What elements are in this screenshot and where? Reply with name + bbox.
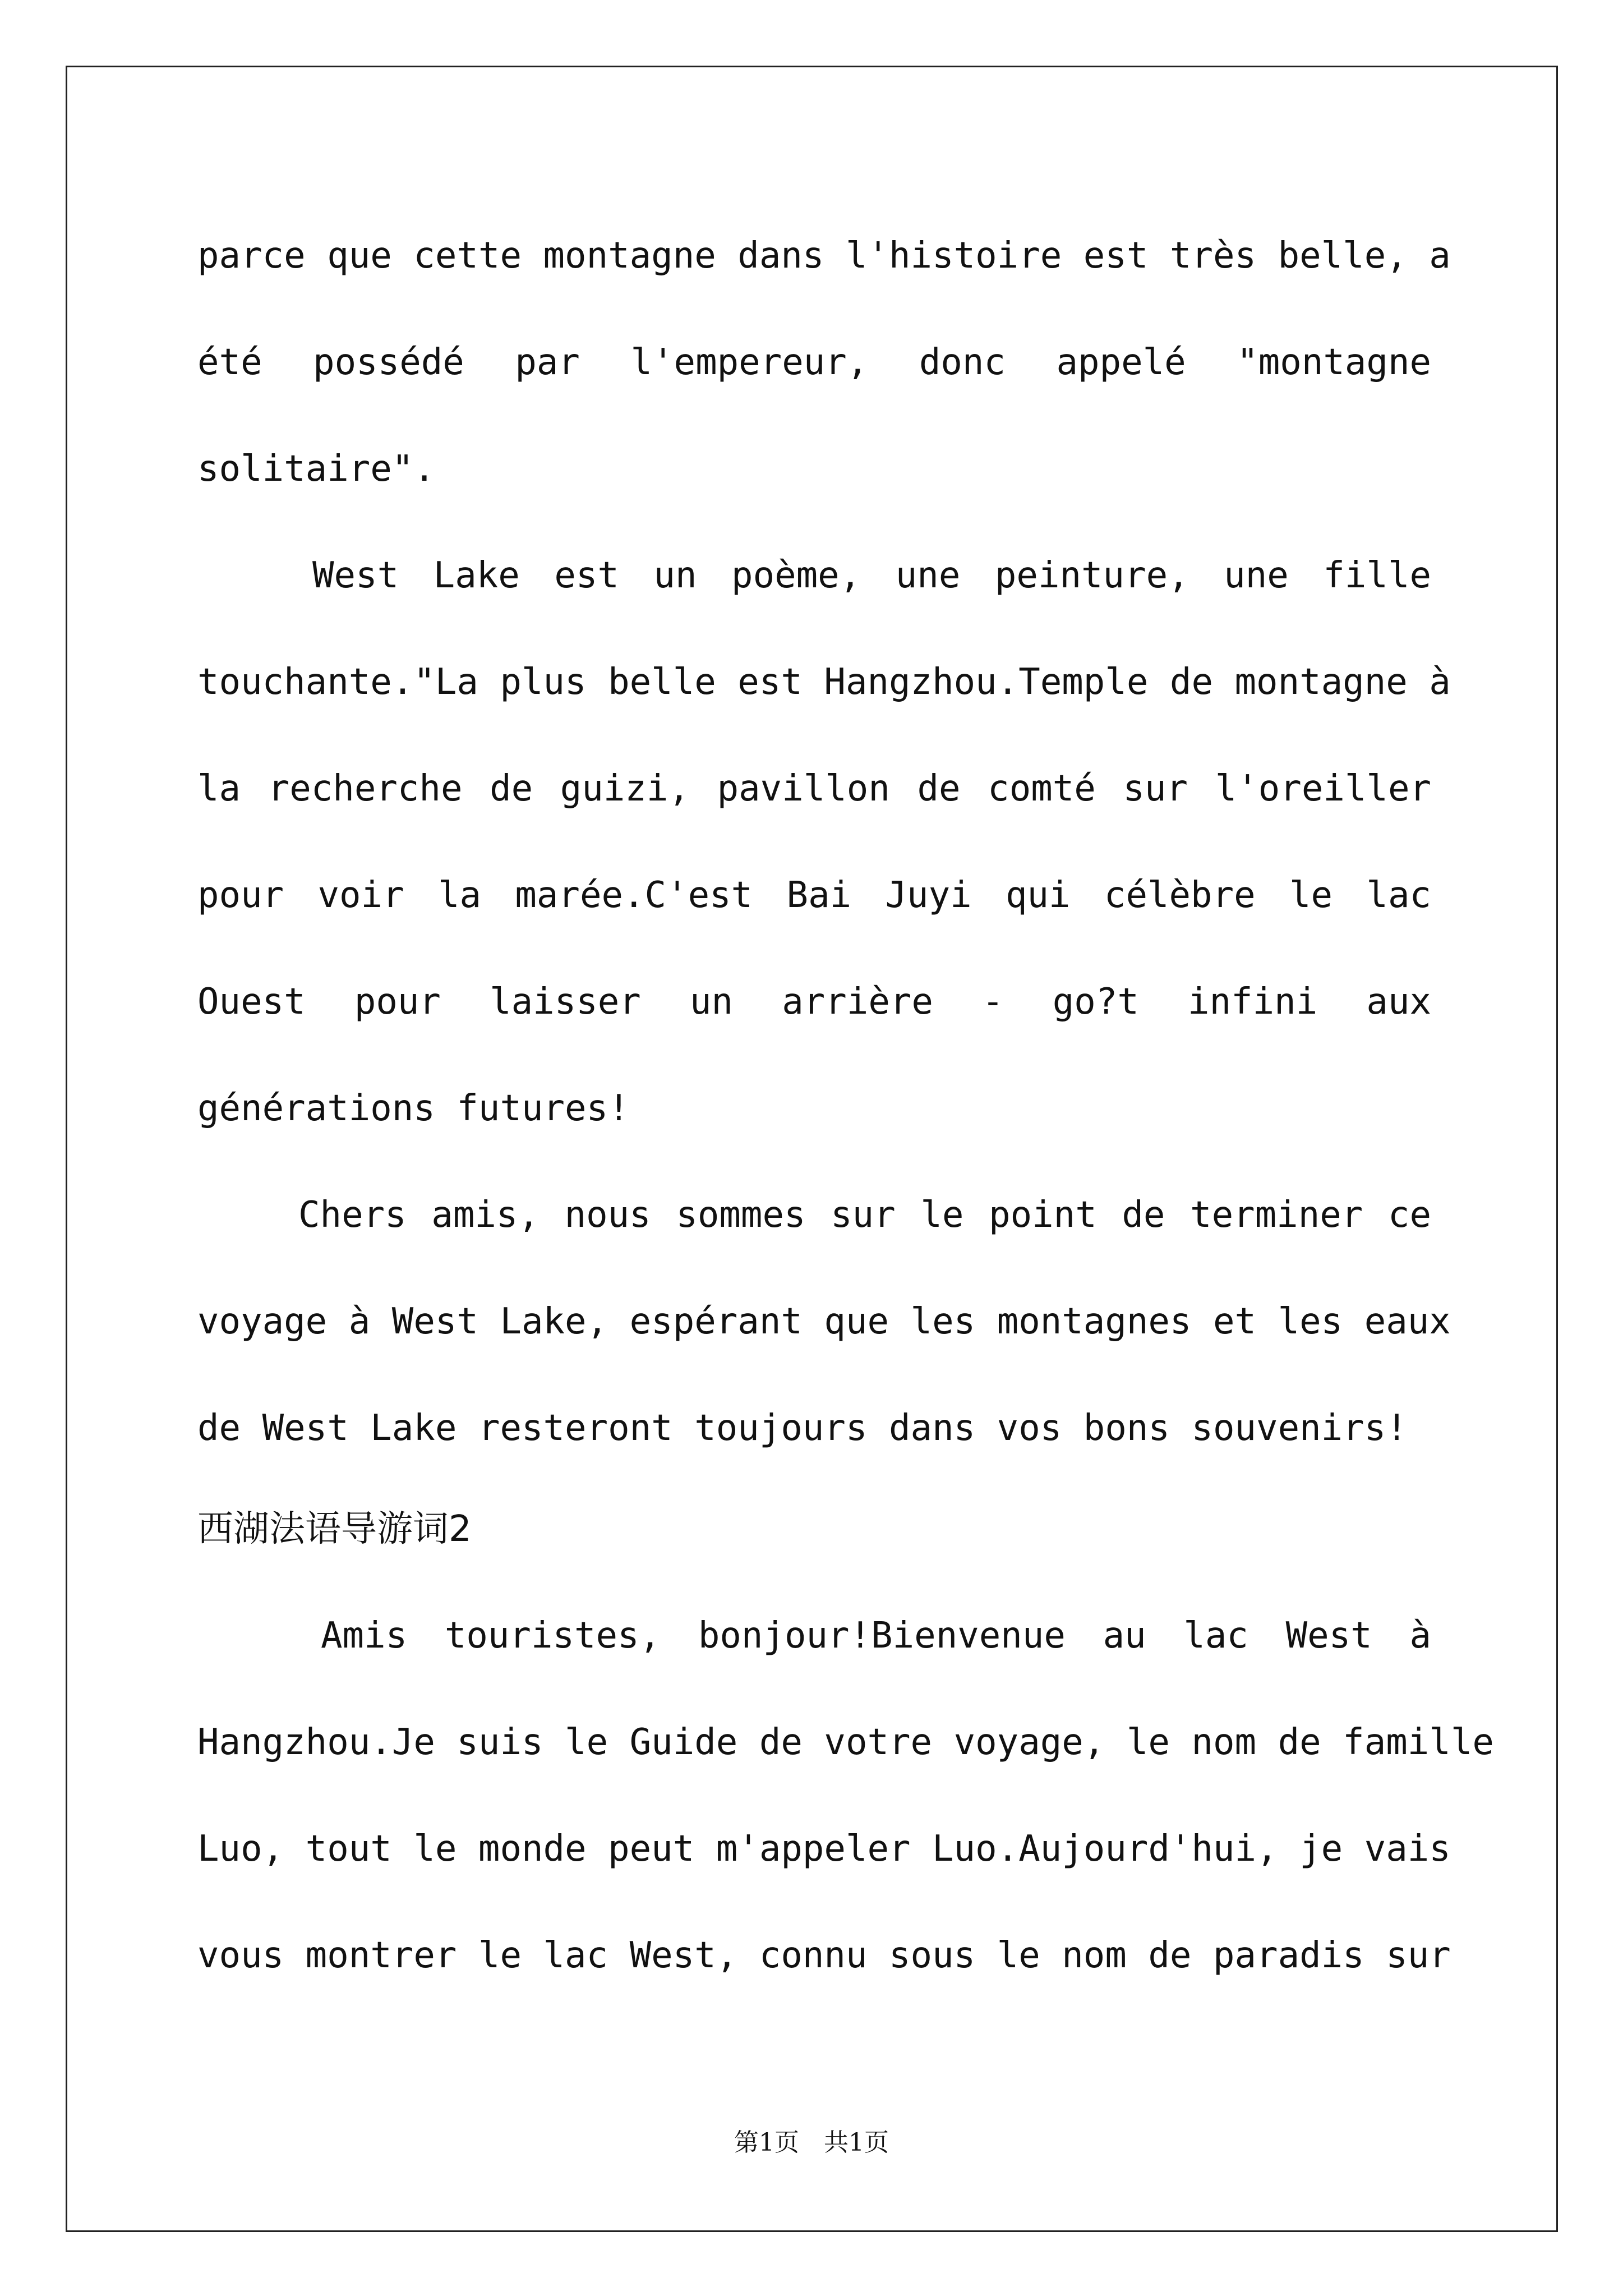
paragraph-line: été possédé par l'empereur, donc appelé "montagne (197, 342, 1431, 383)
paragraph-line: Luo, tout le monde peut m'appeler Luo.Aujourd'hui, je vais (197, 1828, 1451, 1870)
paragraph-line: Hangzhou.Je suis le Guide de votre voyage, le nom de famille (197, 1722, 1494, 1763)
paragraph-line: solitaire". (197, 448, 435, 490)
paragraph-line: la recherche de guizi, pavillon de comté sur l'oreiller (197, 768, 1431, 809)
paragraph-line: parce que cette montagne dans l'histoire est très belle, a (197, 235, 1451, 277)
paragraph-line: Amis touristes, bonjour!Bienvenue au lac West à (321, 1615, 1431, 1657)
page-number-footer: 第1页 共1页 (734, 2128, 889, 2157)
paragraph-line: Chers amis, nous sommes sur le point de terminer ce (298, 1194, 1431, 1236)
paragraph-line: voyage à West Lake, espérant que les montagnes et les eaux (197, 1301, 1451, 1342)
paragraph-line: West Lake est un poème, une peinture, une fille (312, 555, 1431, 596)
section-heading: 西湖法语导游词2 (197, 1508, 472, 1550)
paragraph-line: Ouest pour laisser un arrière - go?t infini aux (197, 981, 1431, 1023)
paragraph-line: de West Lake resteront toujours dans vos bons souvenirs! (197, 1407, 1408, 1449)
paragraph-line: touchante."La plus belle est Hangzhou.Temple de montagne à (197, 661, 1451, 703)
paragraph-line: vous montrer le lac West, connu sous le nom de paradis sur (197, 1935, 1451, 1976)
paragraph-line: pour voir la marée.C'est Bai Juyi qui célèbre le lac (197, 875, 1431, 916)
paragraph-line: générations futures! (197, 1088, 630, 1129)
